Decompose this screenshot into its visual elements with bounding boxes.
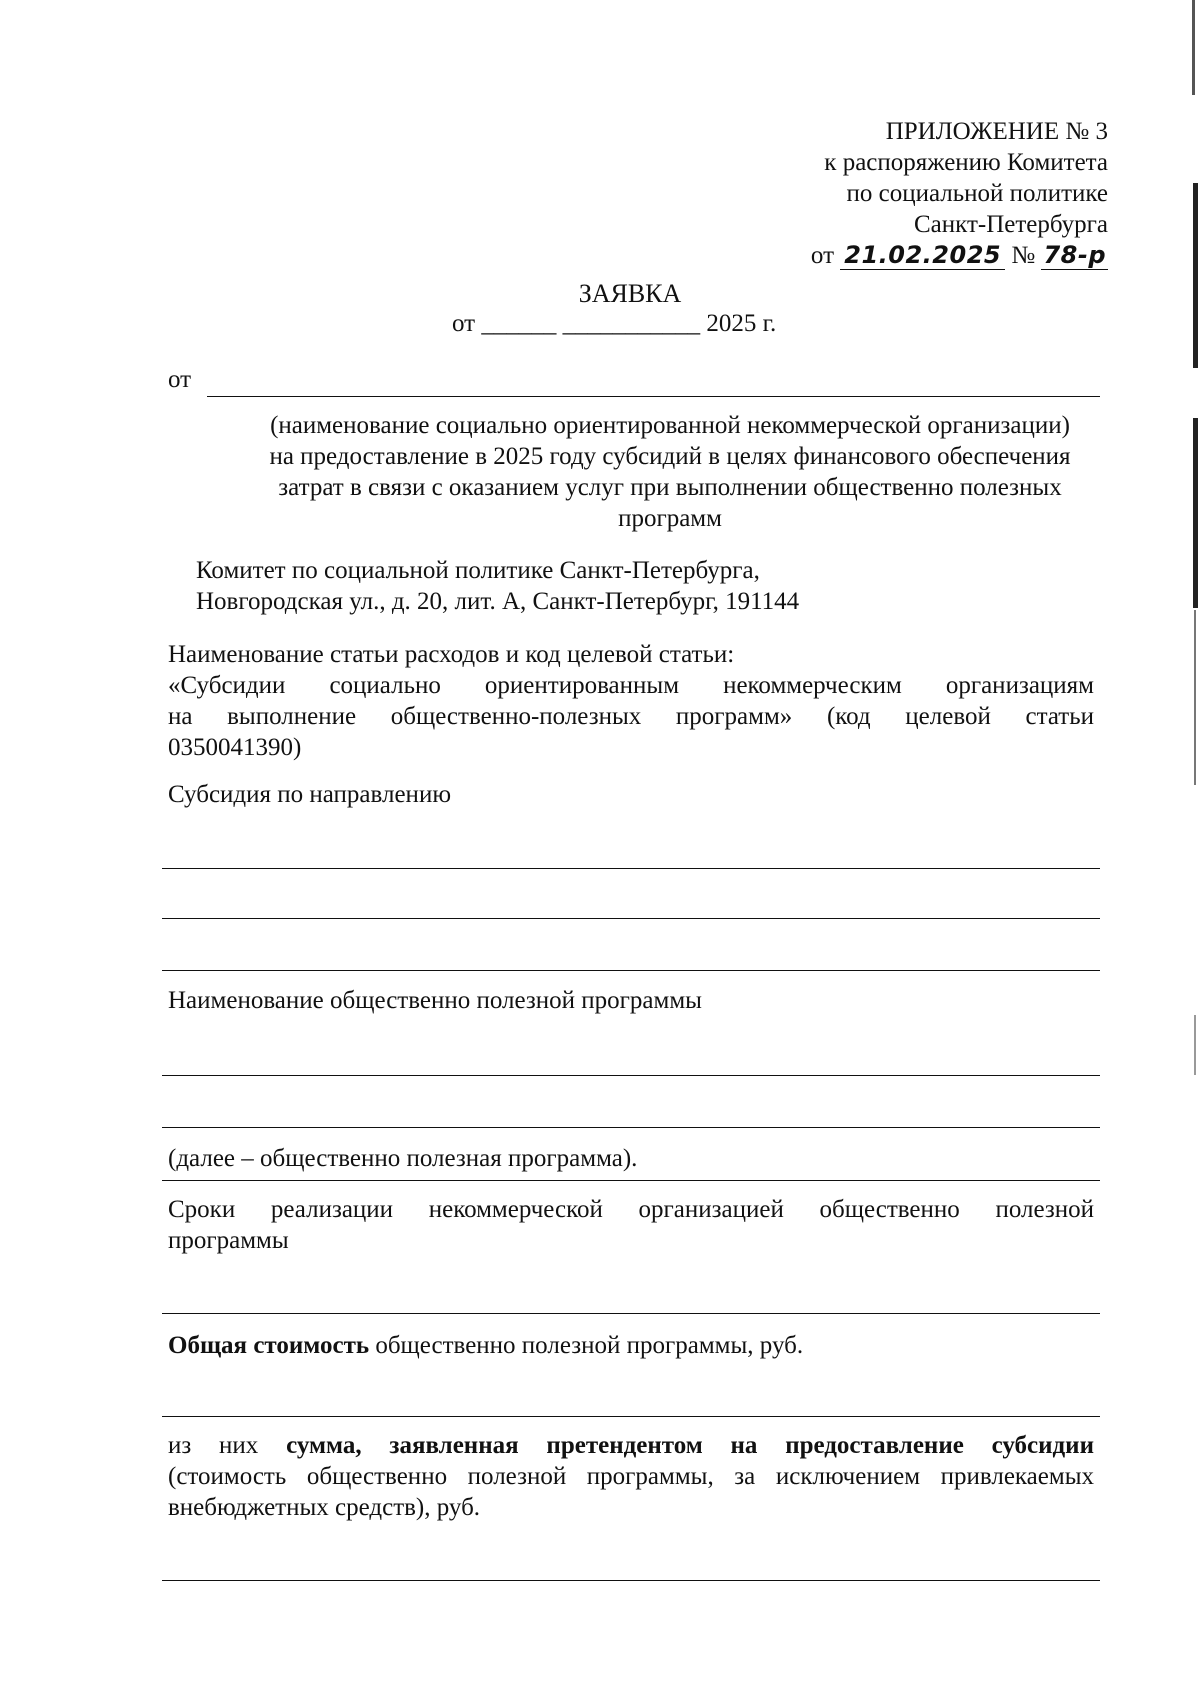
title-date-line — [452, 308, 852, 339]
total-cost-bold: Общая стоимость — [168, 1332, 370, 1359]
subsidy-direction-line-2 — [162, 918, 1100, 919]
scan-edge-mark-2 — [1193, 183, 1198, 368]
terms-line-1: Сроки реализации некоммерческой организацией общественно полезной — [168, 1196, 1094, 1223]
claimed-prefix: из них — [168, 1432, 287, 1459]
handwritten-date: 21.02.2025 — [840, 241, 1005, 270]
appendix-city-line: Санкт-Петербурга — [913, 211, 1108, 238]
expense-line-2: на выполнение общественно-полезных программ» (код целевой статьи — [168, 703, 1094, 730]
terms-value-line — [162, 1313, 1100, 1314]
organization-caption: (наименование социально ориентированной некоммерческой организации) — [270, 412, 1070, 439]
number-prefix: № — [1011, 242, 1036, 269]
claimed-line-2: (стоимость общественно полезной программы, за исключением привлекаемых — [168, 1463, 1094, 1490]
purpose-line-2: затрат в связи с оказанием услуг при выполнении общественно полезных — [278, 474, 1062, 501]
appendix-order-line: к распоряжению Комитета — [824, 149, 1108, 176]
title-date-prefix: от — [452, 310, 476, 337]
from-label: от — [168, 366, 192, 393]
date-prefix: от — [810, 242, 835, 269]
claimed-line-3: внебюджетных средств), руб. — [168, 1494, 481, 1521]
claimed-value-line — [162, 1580, 1100, 1581]
program-name-line-1 — [162, 1075, 1100, 1076]
program-name-line-2 — [162, 1127, 1100, 1128]
expense-line-3: 0350041390) — [168, 734, 302, 761]
title-date-day-blank: ______ — [481, 310, 557, 337]
handwritten-number: 78-р — [1043, 241, 1106, 269]
scan-edge-mark-1 — [1192, 0, 1195, 95]
terms-line-2: программы — [168, 1227, 289, 1254]
subsidy-direction-label: Субсидия по направлению — [168, 781, 451, 808]
program-name-label: Наименование общественно полезной программы — [168, 987, 702, 1014]
scan-edge-mark-3 — [1193, 418, 1198, 608]
claimed-line-1 — [168, 1430, 1094, 1461]
document-title: ЗАЯВКА — [578, 279, 682, 308]
total-cost-rest: общественно полезной программы, руб. — [369, 1332, 804, 1359]
appendix-policy-line: по социальной политике — [846, 180, 1108, 207]
title-date-month-blank: ___________ — [562, 310, 701, 337]
purpose-line-3: программ — [618, 505, 722, 532]
scan-edge-mark-4 — [1194, 610, 1196, 785]
addressee-line-1: Комитет по социальной политике Санкт-Петербурга, — [196, 557, 760, 584]
appendix-header — [700, 116, 1108, 271]
addressee-line-2: Новгородская ул., д. 20, лит. А, Санкт-Петербург, 191144 — [196, 588, 800, 615]
organization-name-line — [207, 396, 1100, 397]
appendix-title: ПРИЛОЖЕНИЕ № 3 — [885, 118, 1108, 145]
claimed-bold: сумма, заявленная претендентом на предоставление субсидии — [286, 1432, 1094, 1459]
title-date-year: 2025 г. — [706, 310, 777, 337]
expense-label: Наименование статьи расходов и код целевой статьи: — [168, 641, 735, 668]
program-note: (далее – общественно полезная программа). — [168, 1145, 638, 1172]
appendix-date-line — [700, 240, 1108, 271]
total-cost-value-line — [162, 1416, 1100, 1417]
scan-edge-mark-5 — [1194, 1015, 1196, 1075]
subsidy-direction-line-1 — [162, 868, 1100, 869]
total-cost-label — [168, 1330, 803, 1361]
subsidy-direction-line-3 — [162, 970, 1100, 971]
expense-line-1: «Субсидии социально ориентированным некоммерческим организациям — [168, 672, 1094, 699]
program-note-line — [162, 1180, 1100, 1181]
purpose-line-1: на предоставление в 2025 году субсидий в целях финансового обеспечения — [269, 443, 1071, 470]
